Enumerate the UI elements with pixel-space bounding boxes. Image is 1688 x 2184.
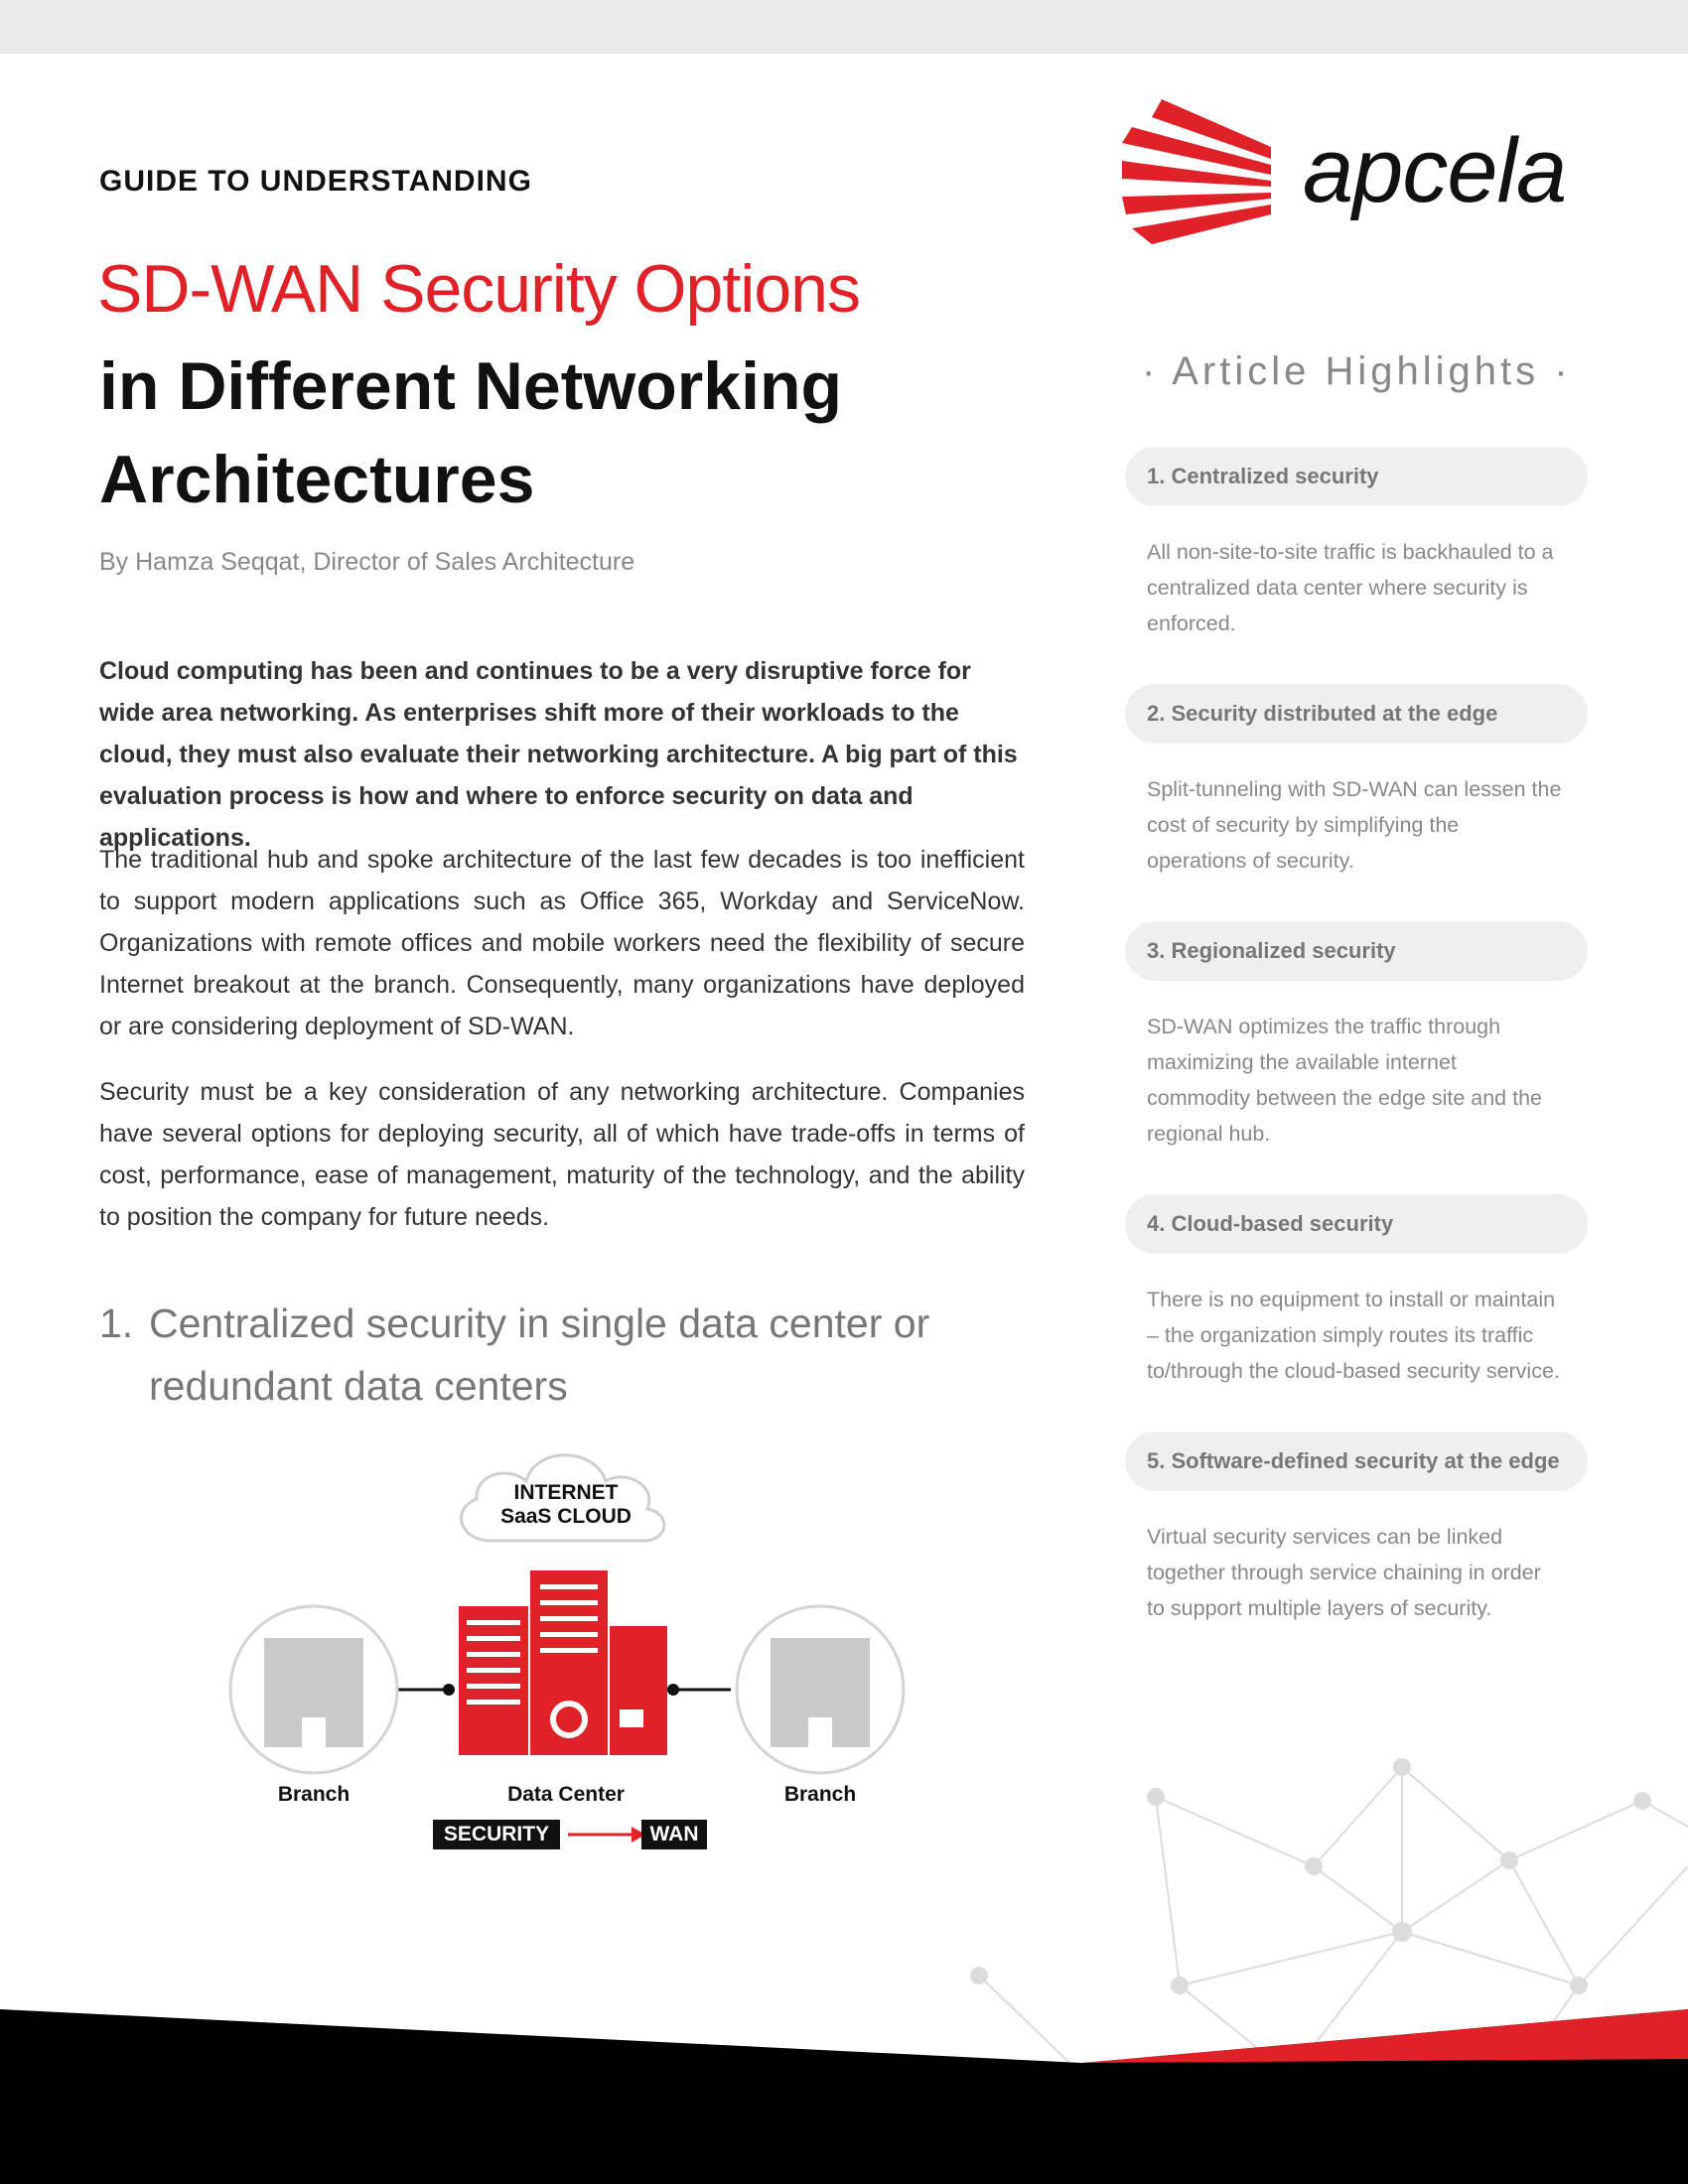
branch-left-icon xyxy=(230,1606,397,1773)
centralized-security-diagram xyxy=(199,1430,953,1866)
apcela-logo xyxy=(1122,99,1599,248)
highlight-desc: SD-WAN optimizes the traffic through maximizing the available internet commodity between the edge site and the regional hub. xyxy=(1147,1015,1543,1146)
footer-band xyxy=(0,1976,1688,2184)
logo-mark-icon xyxy=(1122,99,1301,248)
cloud-label-line1: INTERNET xyxy=(513,1481,619,1504)
connector-left xyxy=(397,1684,455,1696)
highlight-item xyxy=(1125,684,1588,879)
title-primary: SD-WAN Security Options xyxy=(97,251,860,327)
highlight-item xyxy=(1125,921,1588,1152)
data-center-icon xyxy=(459,1570,667,1755)
highlight-item xyxy=(1125,1432,1588,1626)
logo-wordmark: apcela xyxy=(1303,120,1567,221)
highlight-desc: All non-site-to-site traffic is backhauled to a centralized data center where security is enforced. xyxy=(1147,540,1554,635)
connector-right xyxy=(667,1684,731,1696)
highlight-label: 4. Cloud-based security xyxy=(1125,1194,1588,1254)
security-badge: SECURITY xyxy=(433,1820,560,1849)
highlight-item xyxy=(1125,1194,1588,1389)
highlight-item xyxy=(1125,447,1588,641)
highlight-desc: Split-tunneling with SD-WAN can lessen the cost of security by simplifying the operations of security. xyxy=(1147,777,1562,873)
section-title: Centralized security in single data center or redundant data centers xyxy=(149,1300,930,1409)
highlight-desc: Virtual security services can be linked together through service chaining in order to support multiple layers of security. xyxy=(1147,1525,1541,1620)
branch-left-label: Branch xyxy=(277,1783,351,1806)
wan-badge: WAN xyxy=(641,1820,707,1849)
top-bar xyxy=(0,0,1688,54)
lead-paragraph: Cloud computing has been and continues to be a very disruptive force for wide area networking. As enterprises shift more of their workloads to the cloud, they must also evaluate their networking architecture. A big part of this evaluation process is how and where to enforce security on data and applications. xyxy=(99,657,1018,852)
section-number: 1. xyxy=(99,1300,134,1346)
highlights-title: · Article Highlights · xyxy=(1142,349,1572,393)
data-center-label: Data Center xyxy=(507,1783,625,1806)
guide-kicker: GUIDE TO UNDERSTANDING xyxy=(99,165,532,198)
branch-right-label: Branch xyxy=(783,1783,857,1806)
body-paragraph-2: The traditional hub and spoke architecture of the last few decades is too inefficient to support modern applications such as Office 365, Workday and ServiceNow. Organizations with remote offices and mobile workers need the flexibility of secure Internet breakout at the branch. Consequently, many organizations have deployed or are considering deployment of SD-WAN. xyxy=(99,846,1025,1040)
body-paragraph-3: Security must be a key consideration of any networking architecture. Companies have several options for deploying security, all of which have trade-offs in terms of cost, performance, ease of management, maturity of the technology, and the ability to position the company for future needs. xyxy=(99,1078,1025,1231)
highlight-label: 5. Software-defined security at the edge xyxy=(1125,1432,1588,1491)
byline: By Hamza Seqqat, Director of Sales Architecture xyxy=(99,548,635,576)
highlight-label: 2. Security distributed at the edge xyxy=(1125,684,1588,744)
arrow-icon xyxy=(568,1827,645,1843)
title-secondary: in Different Networking Architectures xyxy=(99,348,843,517)
branch-right-icon xyxy=(737,1606,904,1773)
highlight-label: 1. Centralized security xyxy=(1125,447,1588,506)
highlight-label: 3. Regionalized security xyxy=(1125,921,1588,981)
cloud-label-line2: SaaS CLOUD xyxy=(500,1505,632,1528)
highlight-desc: There is no equipment to install or maintain – the organization simply routes its traffic to/through the cloud-based security service. xyxy=(1147,1288,1560,1383)
